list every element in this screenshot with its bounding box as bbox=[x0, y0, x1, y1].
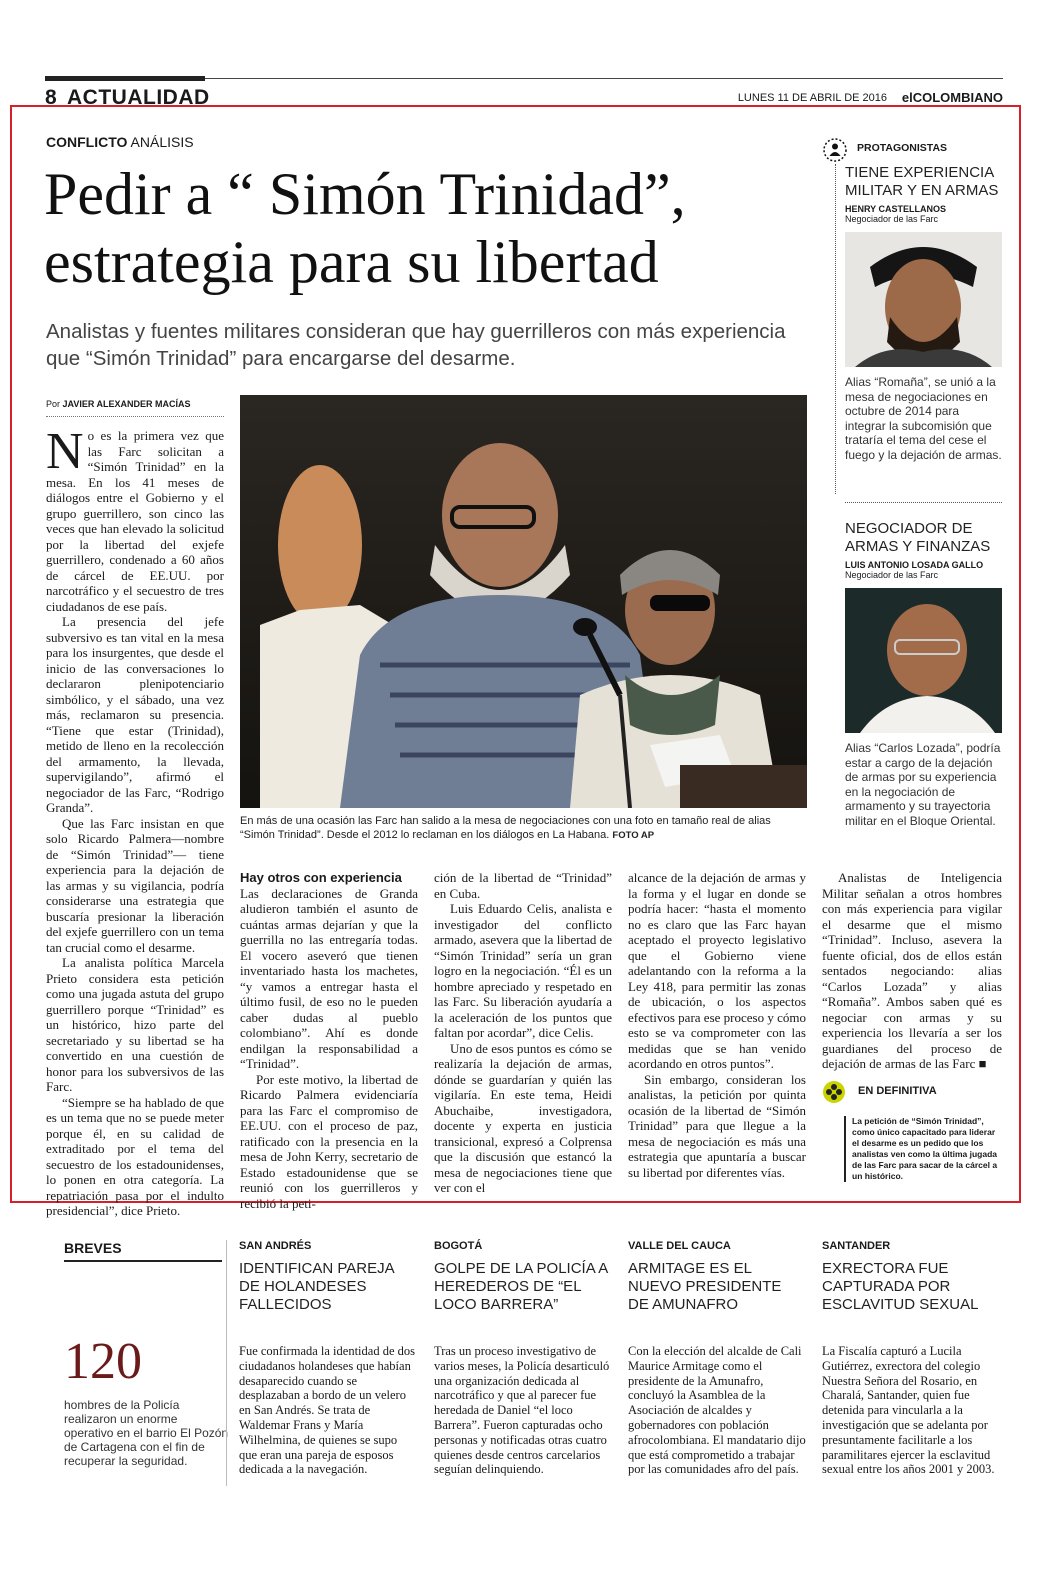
paragraph: “Siempre se ha hablado de que es un tema que no se puede meter porque él, en su calidad de extraditado por el tema del secuestro de los estadounidenses, lo ponen en otra categoría. La repatriación pasa por el indulto presidencial”, dice Prieto. bbox=[46, 1094, 224, 1218]
paper-name: elCOLOMBIANO bbox=[901, 90, 1003, 105]
paragraph: Uno de esos puntos es cómo se realizaría la dejación de armas, dónde se guardarían y quién las vigilaría. En este tema, Heidi Abuchaibe, investigadora, docente y experta en justicia transicional, expresó a Colprensa que la discusión que estancó la mesa de negociaciones tiene que ver con el bbox=[434, 1040, 612, 1195]
brief-item bbox=[434, 1240, 612, 1477]
paragraph: Por este motivo, la libertad de Ricardo Palmera evidenciaría para las Farc el compromiso de EE.UU. con el proceso de paz, ratificado con la presencia en la mesa de John Kerry, secretario de Estado estadounidense que se reunió con los guerrilleros y recibió la peti- bbox=[240, 1071, 418, 1211]
en-definitiva-label: EN DEFINITIVA bbox=[858, 1085, 937, 1097]
headline-line-1: Pedir a “ Simón Trinidad”, bbox=[44, 161, 686, 227]
article-column-2 bbox=[240, 870, 418, 1211]
byline bbox=[46, 399, 224, 417]
headline bbox=[44, 160, 824, 296]
page-number: 8 bbox=[45, 86, 57, 109]
brief-title: IDENTIFICAN PAREJA DE HOLANDESES FALLECIDOS bbox=[239, 1260, 394, 1313]
paragraph: La presencia del jefe subversivo es tan vital en la mesa para los insurgentes, que desde el inicio de las conversaciones lo declararon plenipotenciario simbólico, y el sábado, una vez más, reclamaron su presencia. “Tiene que estar (Trinidad), metido de lleno en la recolección del armamento, la llevada, supervigilando”, afirmó el negociador de las Farc, “Rodrigo Granda”. bbox=[46, 614, 224, 815]
profile-role: Negociador de las Farc bbox=[845, 214, 939, 224]
brief-text: Tras un proceso investigativo de varios meses, la Policía desarticuló una organización dedicada al narcotráfico y que al parecer fue heredada de Daniel “el loco Barrera”. Fueron capturadas ocho personas y notificadas otras cuatro quienes desde centros carcelarios seguían delinquiendo. bbox=[434, 1344, 610, 1477]
photo-caption bbox=[240, 814, 807, 843]
profile-card bbox=[845, 520, 1002, 828]
brief-place: SAN ANDRÉS bbox=[239, 1240, 312, 1252]
caption-text: En más de una ocasión las Farc han salido a la mesa de negociaciones con una foto en tamaño real de alias “Simón Trinidad”. Desde el 2012 lo reclaman en los diálogos en La Habana. bbox=[240, 815, 771, 841]
breves-figure-text: hombres de la Policía realizaron un enorme operativo en el barrio El Pozón de Cartagena con el fin de recuperar la seguridad. bbox=[64, 1398, 229, 1468]
profile-title: TIENE EXPERIENCIA MILITAR Y EN ARMAS bbox=[845, 164, 999, 199]
brief-place: SANTANDER bbox=[822, 1240, 891, 1252]
sidebar-vertical-rule bbox=[835, 164, 836, 494]
running-head bbox=[45, 72, 1003, 108]
profile-text: Alias “Carlos Lozada”, podría estar a cargo de la dejación de armas por su experiencia en la negociación de armamento y su trayectoria militar en el Bloque Oriental. bbox=[845, 741, 1001, 828]
brief-title: EXRECTORA FUE CAPTURADA POR ESCLAVITUD SEXUAL bbox=[822, 1260, 979, 1313]
photo-illustration bbox=[240, 395, 807, 808]
brief-place: VALLE DEL CAUCA bbox=[628, 1240, 731, 1252]
profile-name: HENRY CASTELLANOS bbox=[845, 204, 947, 214]
page-date: LUNES 11 DE ABRIL DE 2016 bbox=[737, 92, 887, 104]
breves-label: BREVES bbox=[64, 1240, 122, 1256]
byline-name: JAVIER ALEXANDER MACÍAS bbox=[62, 399, 191, 409]
paragraph: Sin embargo, consideran los analistas, la petición por quinta ocasión de la libertad de “Simón Trinidad” para que llegue a la mesa de negociación es más una estrategia que apuntaría a buscar su libertad por diferentes vías. bbox=[628, 1071, 806, 1180]
brief-title: GOLPE DE LA POLICÍA A HEREDEROS DE “EL LOCO BARRERA” bbox=[434, 1260, 608, 1313]
paragraph: Luis Eduardo Celis, analista e investigador del conflicto armado, asevera que la libertad de “Simón Trinidad” sería un gran logro en la negociación. “Él es un hombre apreciado y respetado en las Farc. Su liberación ayudaría a la aceleración de los puntos que faltan por acordar”, dice Celis. bbox=[434, 901, 612, 1040]
paragraph: La analista política Marcela Prieto considera esta petición como una jugada astuta del grupo guerrillero porque “Trinidad” es un histórico, hizo parte del secretariado y su libertad se ha convertido en una cuestión de honor para los subversivos de las Farc. bbox=[46, 955, 224, 1094]
brief-text: Fue confirmada la identidad de dos ciudadanos holandeses que habían desaparecido cuando se desplazaban a bordo de un velero en San Andrés. Se trata de Waldemar Frans y María Wilhelmina, de quienes se supo que eran una pareja de esposos dedicada a la navegación. bbox=[239, 1344, 415, 1477]
article-column-5 bbox=[822, 870, 1002, 1072]
section-name: ACTUALIDAD bbox=[67, 86, 210, 109]
person-icon bbox=[823, 138, 847, 162]
profile-text: Alias “Romaña”, se unió a la mesa de negociaciones en octubre de 2014 para integrar la subcomisión que trataría el tema del cese el fuego y la dejación de armas. bbox=[845, 375, 1002, 462]
photo-credit: FOTO AP bbox=[612, 830, 655, 841]
dropcap: N bbox=[46, 423, 84, 480]
paragraph: Que las Farc insistan en que solo Ricardo Palmera—nombre de “Simón Trinidad”— tiene experiencia para la dejación de las armas y su vigilancia, podría considerarse una estrategia que buscaría presionar la liberación del exjefe guerrillero con un tema tan crucial como el desarme. bbox=[46, 815, 224, 955]
paragraph: ción de la libertad de “Trinidad” en Cuba. bbox=[434, 870, 612, 901]
brief-item bbox=[822, 1240, 1000, 1477]
breves-section bbox=[46, 1232, 1004, 1492]
article-column-4 bbox=[628, 870, 806, 1180]
profile-photo bbox=[845, 232, 1002, 367]
header-rule-thick bbox=[45, 76, 205, 81]
brief-text: La Fiscalía capturó a Lucila Gutiérrez, exrectora del colegio Nuestra Señora del Rosario, en Charalá, Santander, quien fue detenida para vincularla a la investigación que se adelanta por presuntamente facilitarle a los paramilitares ejercer la esclavitud sexual entre los años 2001 y 2003. bbox=[822, 1344, 995, 1477]
kicker-section: CONFLICTO bbox=[46, 134, 128, 150]
profile-name: LUIS ANTONIO LOSADA GALLO bbox=[845, 560, 984, 570]
brief-text: Con la elección del alcalde de Cali Maurice Armitage como el presidente de la Amunafro, concluyó la Asamblea de la Asociación de alcaldes y gobernadores con población afrocolombiana. El mandatario dijo que está comprometido a trabajar por las comunidades afro del país. bbox=[628, 1344, 806, 1477]
profile-card bbox=[845, 164, 1002, 462]
paragraph: Analistas de Inteligencia Militar señalan a otros hombres con más experiencia para vigilar el desarme que el mismo “Trinidad”. Incluso, asevera la fuente oficial, dos de ellos están sentados negociando: alias “Carlos Lozada” y alias “Romaña”. Ambos saben qué es negociar con armas y su experiencia los llevaría a ser los guardianes del proceso de dejación de armas de las Farc ■ bbox=[822, 870, 1002, 1071]
sidebar-divider bbox=[845, 502, 1002, 503]
article-column-3 bbox=[434, 870, 612, 1196]
subhead: Hay otros con experiencia bbox=[240, 870, 402, 885]
brief-item bbox=[239, 1240, 417, 1477]
kicker bbox=[46, 134, 194, 150]
breves-rule bbox=[64, 1260, 222, 1262]
profile-title: NEGOCIADOR DE ARMAS Y FINANZAS bbox=[845, 520, 991, 555]
sidebar-label: PROTAGONISTAS bbox=[857, 142, 948, 154]
byline-prefix: Por bbox=[46, 399, 61, 409]
breves-figure: 120 bbox=[64, 1333, 142, 1390]
brief-separator bbox=[226, 1240, 227, 1486]
profile-role: Negociador de las Farc bbox=[845, 570, 939, 580]
profile-photo bbox=[845, 588, 1002, 733]
main-photo bbox=[240, 395, 807, 808]
paragraph: alcance de la dejación de armas y la forma y el lugar en donde se podría hacer: “hasta el momento no es claro que las Farc hayan aceptado el proyecto legislativo que el Gobierno viene adelantando con la reforma a la Ley 418, para permitir las zonas de ubicación, o los aspectos efectivos para ese proceso y cómo esto se va comprometer con las medidas que se han venido acordando en otros puntos”. bbox=[628, 870, 806, 1071]
en-definitiva-text: La petición de “Simón Trinidad”, como único capacitado para liderar el desarme es un pedido que los analistas ven como la última jugada de las Farc para sacar de la cárcel a un histórico. bbox=[844, 1116, 1004, 1182]
brief-place: BOGOTÁ bbox=[434, 1240, 483, 1252]
brief-title: ARMITAGE ES EL NUEVO PRESIDENTE DE AMUNAFRO bbox=[628, 1260, 782, 1313]
deck: Analistas y fuentes militares consideran que hay guerrilleros con más experiencia que “Simón Trinidad” para encargarse del desarme. bbox=[46, 320, 786, 370]
kicker-type: ANÁLISIS bbox=[130, 134, 194, 150]
brief-item bbox=[628, 1240, 806, 1477]
headline-line-2: estrategia para su libertad bbox=[44, 229, 659, 295]
article-column-1 bbox=[46, 423, 224, 1219]
paragraph: Las declaraciones de Granda aludieron también el asunto de cuántas armas dejarían y que la guerrilla no las entregaría todas. El vocero aseveró que tienen inventariado hasta los machetes, “y vamos a entregar hasta el último fusil, de eso no le pueden caber dudas al pueblo colombiano”. Ahí es donde endilgan la responsabilidad a “Trinidad”. bbox=[240, 885, 418, 1071]
paragraph: o es la primera vez que las Farc solicitan a “Simón Trinidad” en la mesa. En los 41 meses de diálogos entre el Gobierno y el grupo guerrillero, son cinco las veces que han elevado la solicitud por la libertad del exjefe guerrillero, condenado a 60 años de cárcel de EE.UU. por narcotráfico y el secuestro de tres ciudadanos de ese país. bbox=[46, 428, 224, 614]
flower-icon bbox=[822, 1080, 846, 1104]
